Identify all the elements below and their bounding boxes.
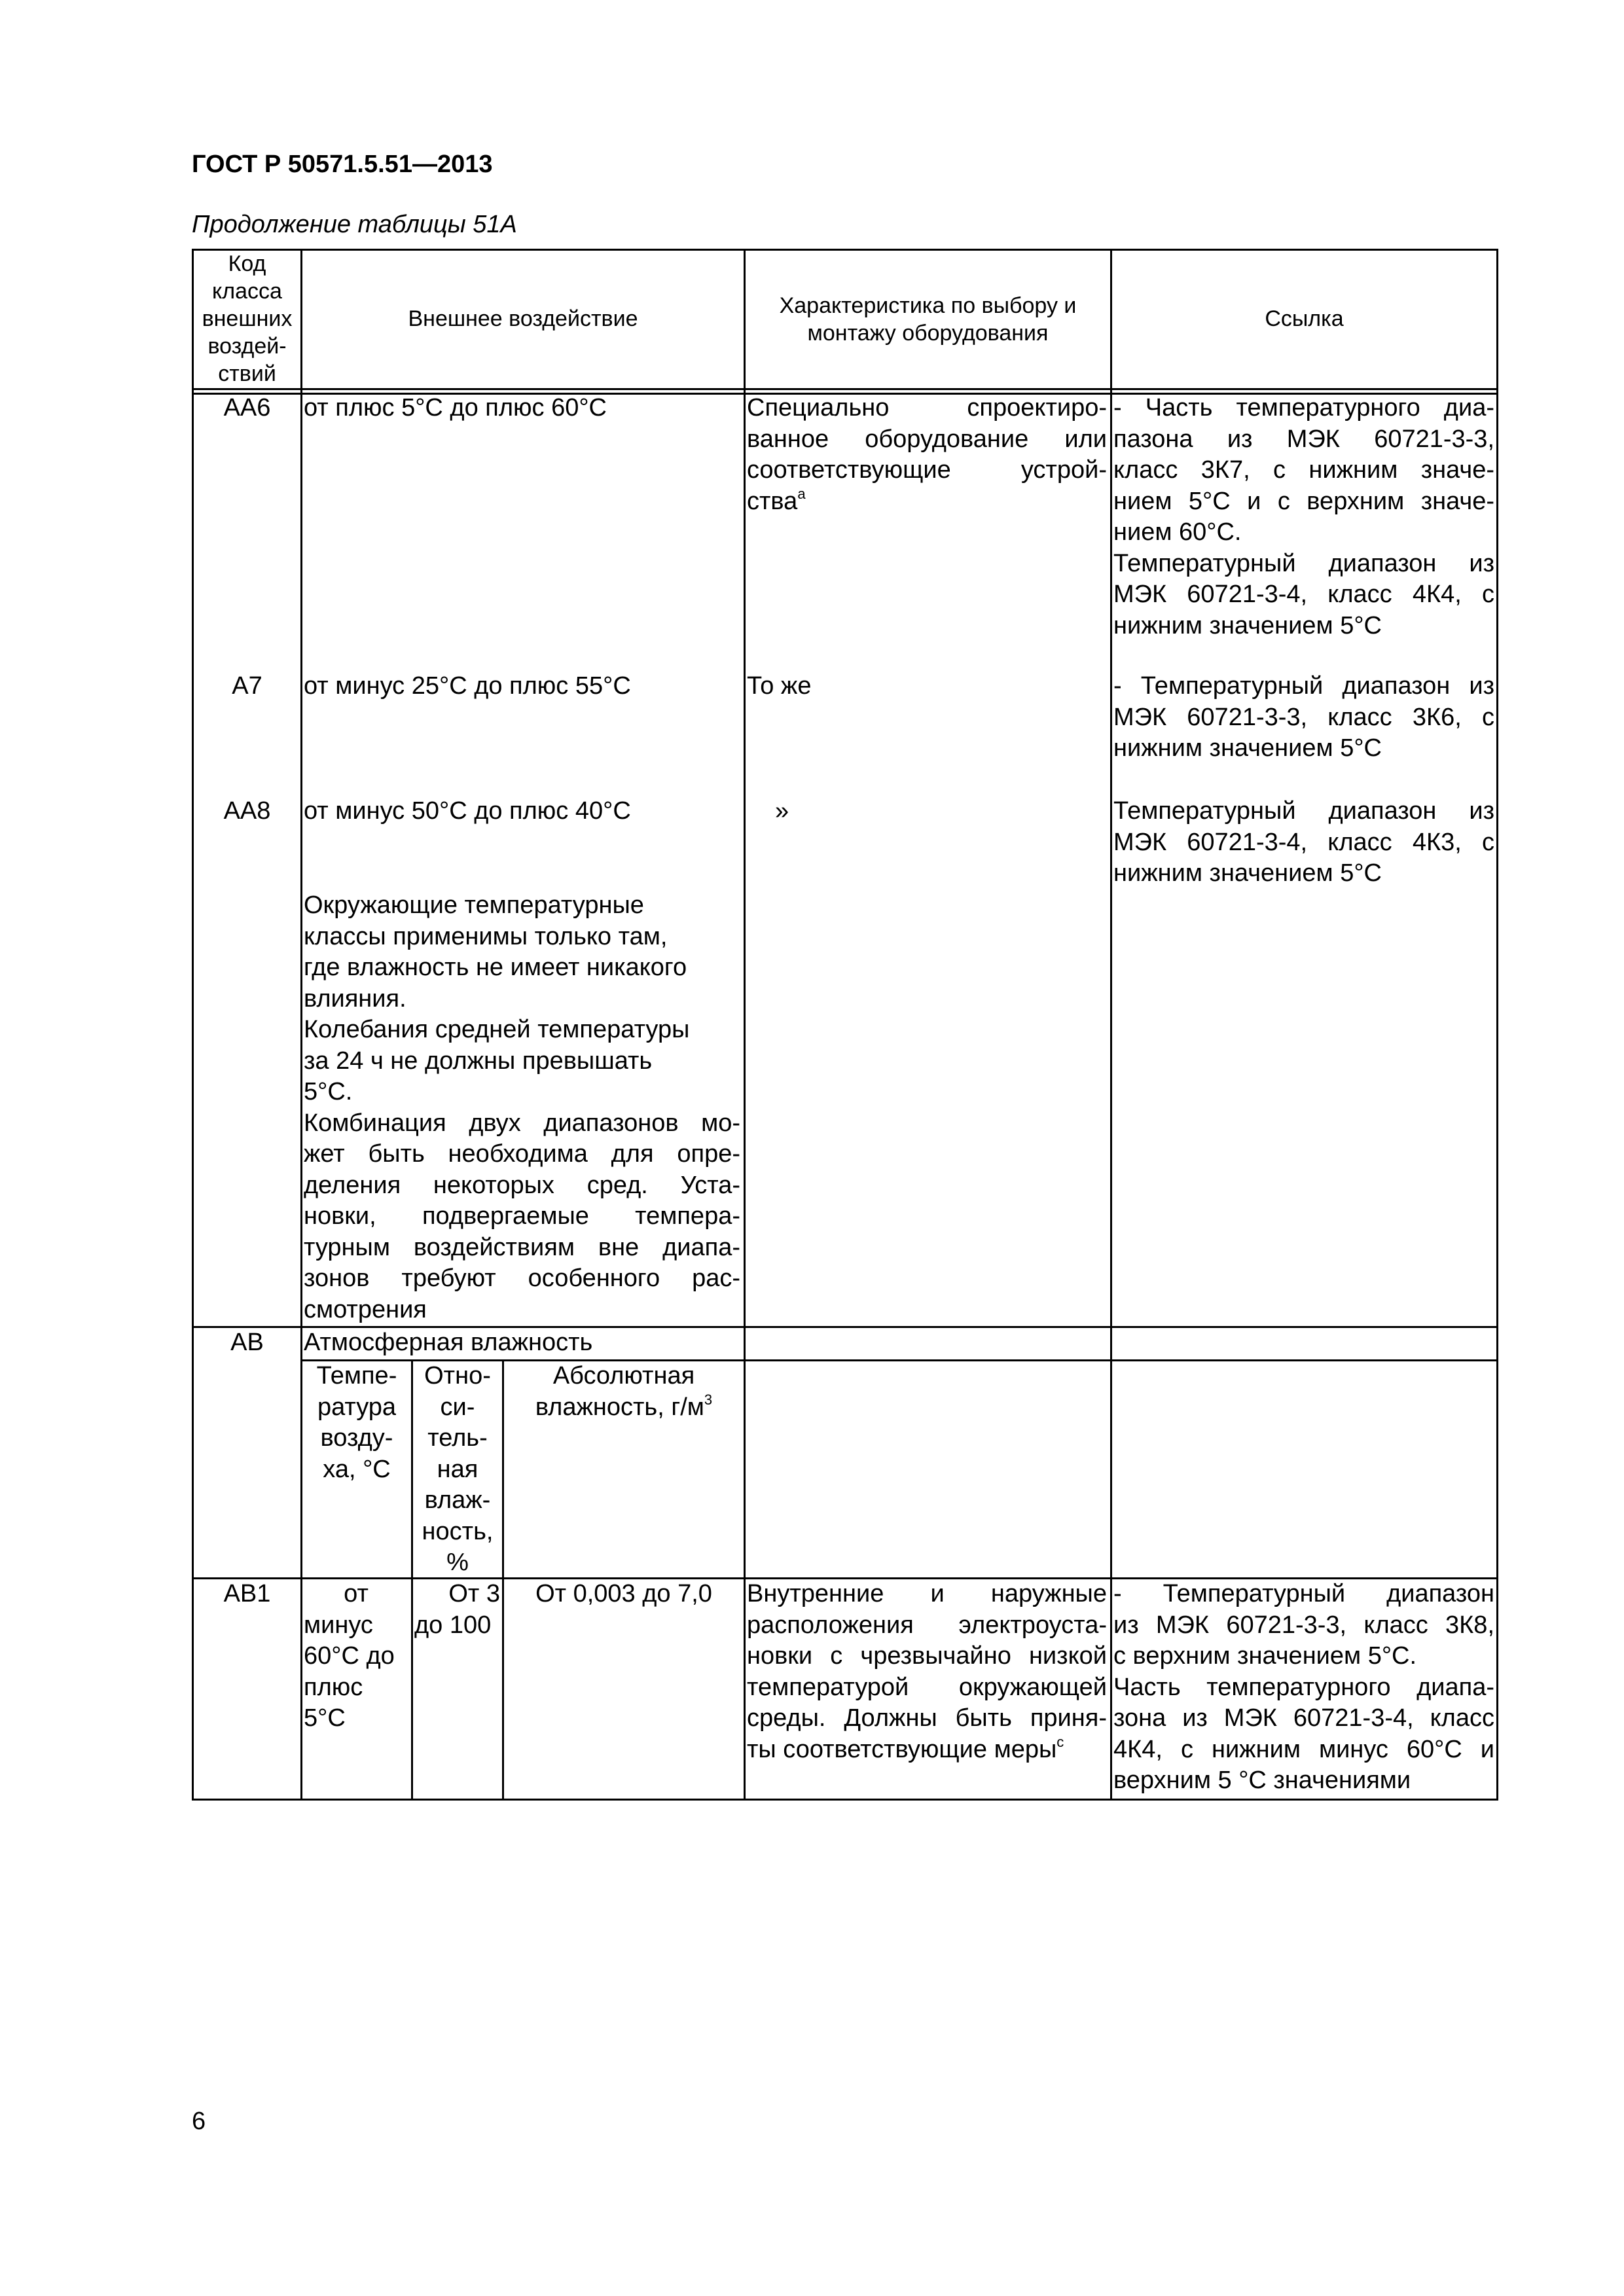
impact-ab: Атмосферная влажность: [304, 1329, 593, 1356]
temperature-notes: Окружающие температурные классы применимы только там, где влажность не имеет никакого влияния. Колебания средней температуры за 24 ч не должны превышать 5°С. Комбинация двух диапазонов мо- жет быть необходима для опре- деления некоторых сред. Уста- новки, подвергаемые темпера- турным воздействиям вне диапа- зонов требуют особенного рас- смотрения: [304, 891, 740, 1323]
characteristic-aa8: »: [775, 797, 789, 825]
characteristic-ab1: Внутренние и наружные расположения электроуста- новки с чрезвычайно низкой температурой окружающей среды. Должны быть приня- ты соответствующие меры$^с$: [747, 1580, 1107, 1763]
characteristic-a7: То же: [747, 672, 812, 700]
code-ab: АВ: [230, 1329, 264, 1356]
ab1-temperature: от минус 60°С до плюс 5°С: [304, 1580, 395, 1732]
ab1-relative-humidity: От 3 до 100: [414, 1580, 500, 1639]
footnote-a: а: [797, 485, 806, 502]
header-reference: Ссылка: [1265, 306, 1344, 331]
code-aa8: АА8: [223, 797, 271, 825]
column-divider: [1110, 249, 1112, 1801]
column-divider: [744, 249, 746, 1801]
column-divider: [300, 249, 302, 1801]
reference-a7: - Температурный диапазон из МЭК 60721-3-3, класс 3К6, с нижним значением 5°С: [1113, 672, 1494, 762]
impact-aa8: от минус 50°С до плюс 40°С: [304, 797, 631, 825]
header-impact: Внешнее воздействие: [408, 306, 638, 331]
reference-aa6: - Часть температурного диа- пазона из МЭК 60721-3-3, класс 3К7, с нижним значе- нием 5°С и с верхним значе- нием 60°С. Температурный диапазон из МЭК 60721-3-4, класс 4К4, с нижним значением 5°С: [1113, 394, 1494, 639]
impact-a7: от минус 25°С до плюс 55°С: [304, 672, 631, 700]
table-caption: Продолжение таблицы 51А: [192, 211, 517, 238]
subheader-absolute-humidity: Абсолютная влажность, $г/м^3$: [535, 1362, 713, 1421]
subheader-relative-humidity: Отно- си- тель- ная влаж- ность, %: [422, 1362, 494, 1576]
reference-ab1: - Температурный диапазон из МЭК 60721-3-3, класс 3К8, с верхним значением 5°С. Часть температурного диапа- зона из МЭК 60721-3-4, класс 4К4, с нижним минус 60°С и верхним 5 °С значениями: [1113, 1580, 1494, 1794]
header-divider: [192, 388, 1498, 390]
subheader-temperature: Темпе- ратура возду- ха, °С: [316, 1362, 397, 1483]
header-code: Код класса внешних воздей- ствий: [202, 251, 293, 386]
header-characteristic: Характеристика по выбору и монтажу оборудования: [779, 293, 1077, 346]
page-number: 6: [192, 2108, 206, 2135]
reference-aa8: Температурный диапазон из МЭК 60721-3-4, класс 4К3, с нижним значением 5°С: [1113, 797, 1494, 887]
footnote-c: с: [1056, 1733, 1064, 1750]
impact-aa6: от плюс 5°С до плюс 60°С: [304, 394, 607, 422]
code-ab1: АВ1: [223, 1580, 271, 1607]
code-aa6: АА6: [223, 394, 271, 422]
characteristic-aa6: Специально спроектиро- ванное оборудование или соответствующие устрой- ства$^а$: [747, 394, 1107, 515]
document-header: ГОСТ Р 50571.5.51—2013: [192, 151, 493, 178]
ab1-absolute-humidity: От 0,003 до 7,0: [535, 1580, 712, 1607]
code-a7: А7: [232, 672, 262, 700]
